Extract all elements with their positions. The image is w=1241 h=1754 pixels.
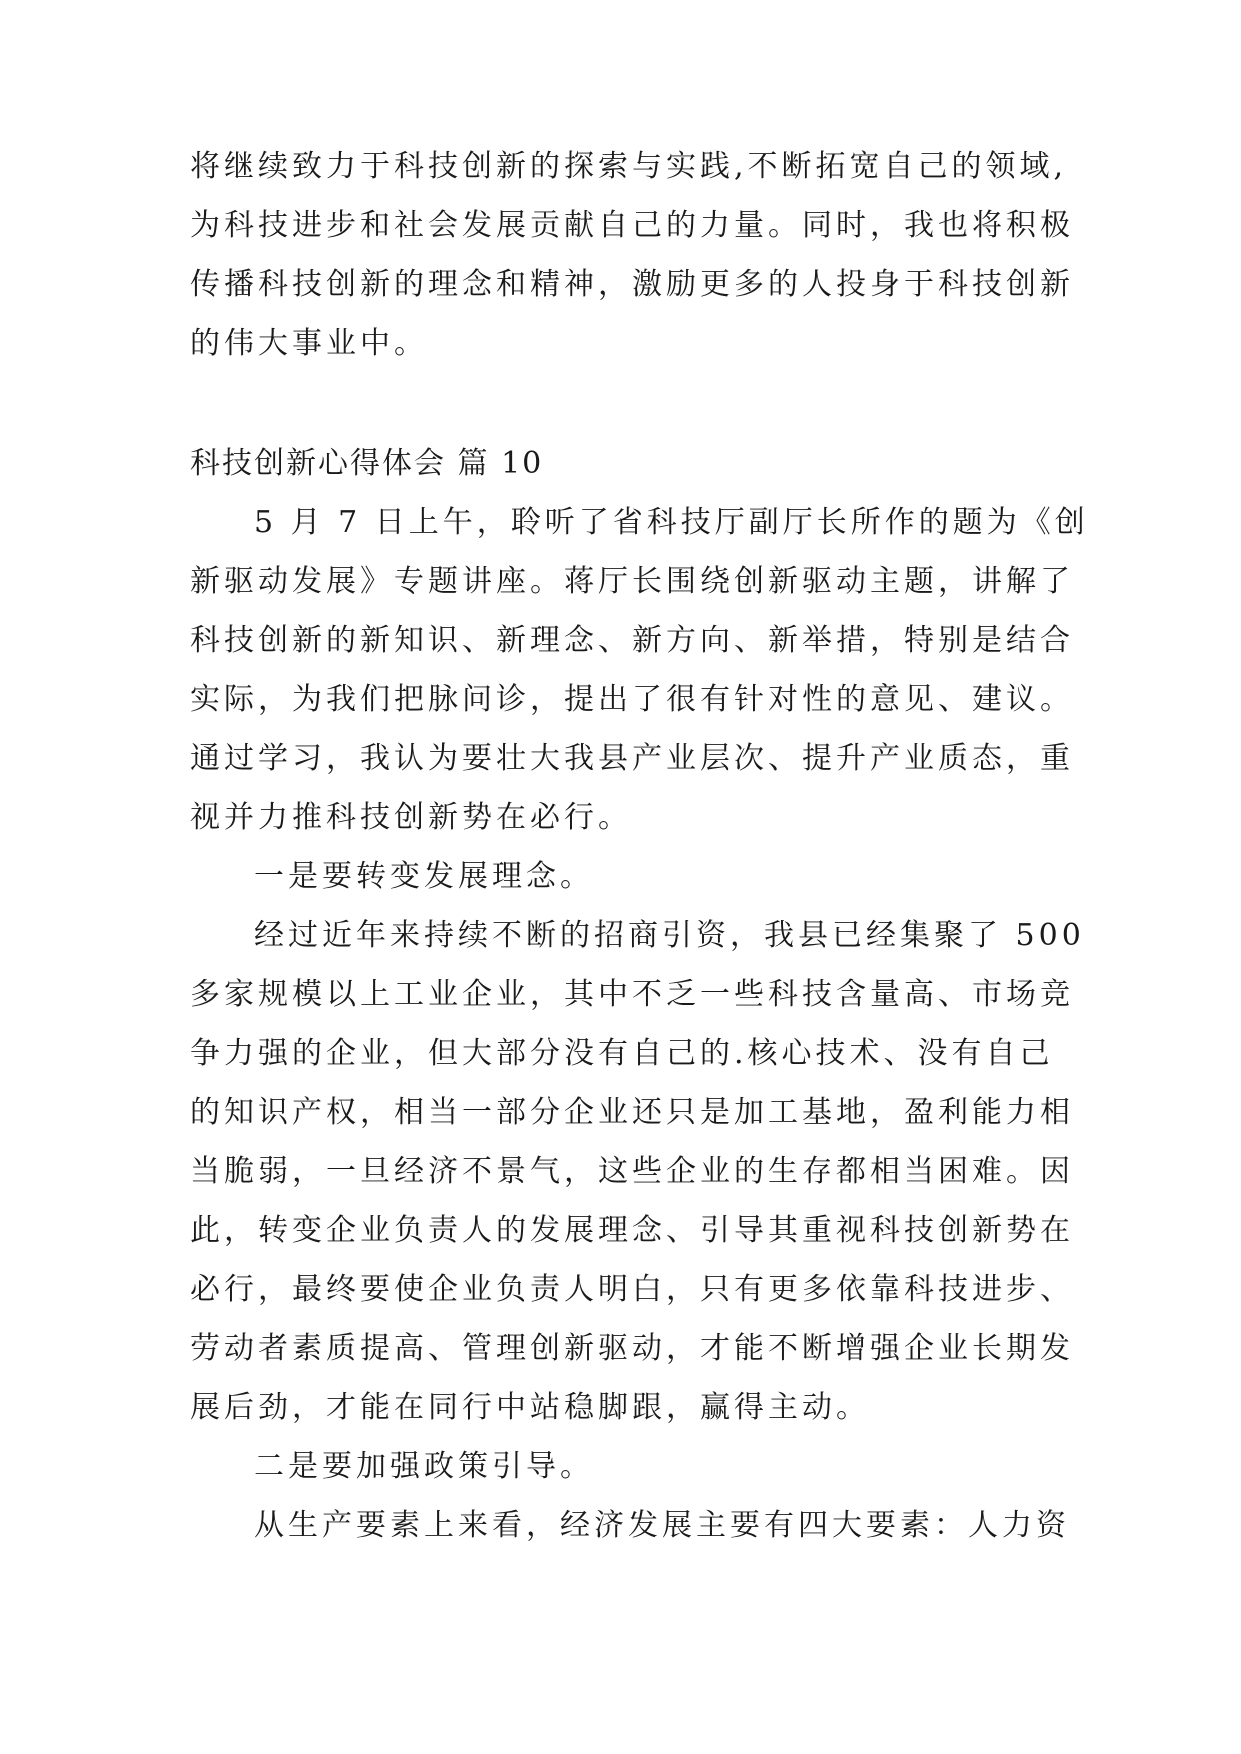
paragraph-line: 传播科技创新的理念和精神，激励更多的人投身于科技创新 xyxy=(190,267,1074,302)
paragraph-line: 经过近年来持续不断的招商引资，我县已经集聚了 500 xyxy=(254,918,1085,953)
paragraph-line: 此，转变企业负责人的发展理念、引导其重视科技创新势在 xyxy=(190,1213,1074,1248)
paragraph-line: 新驱动发展》专题讲座。蒋厅长围绕创新驱动主题，讲解了 xyxy=(190,564,1074,599)
paragraph-line: 为科技进步和社会发展贡献自己的力量。同时，我也将积极 xyxy=(190,208,1074,243)
paragraph-line: 展后劲，才能在同行中站稳脚跟，赢得主动。 xyxy=(190,1390,870,1425)
paragraph-line: 劳动者素质提高、管理创新驱动，才能不断增强企业长期发 xyxy=(190,1331,1074,1366)
paragraph-line: 通过学习，我认为要壮大我县产业层次、提升产业质态，重 xyxy=(190,741,1074,776)
point-heading: 一是要转变发展理念。 xyxy=(254,859,594,894)
paragraph-line: 必行，最终要使企业负责人明白，只有更多依靠科技进步、 xyxy=(190,1272,1074,1307)
paragraph-line: 视并力推科技创新势在必行。 xyxy=(190,800,632,835)
paragraph-line: 5 月 7 日上午，聆听了省科技厅副厅长所作的题为《创 xyxy=(254,505,1089,540)
paragraph-line: 争力强的企业，但大部分没有自己的.核心技术、没有自己 xyxy=(190,1036,1054,1071)
paragraph-line: 实际，为我们把脉问诊，提出了很有针对性的意见、建议。 xyxy=(190,682,1074,717)
paragraph-line: 的伟大事业中。 xyxy=(190,326,428,361)
paragraph-line: 将继续致力于科技创新的探索与实践,不断拓宽自己的领域, xyxy=(190,149,1068,184)
paragraph-line: 科技创新的新知识、新理念、新方向、新举措，特别是结合 xyxy=(190,623,1074,658)
section-heading: 科技创新心得体会 篇 10 xyxy=(190,446,544,481)
point-heading: 二是要加强政策引导。 xyxy=(254,1449,594,1484)
paragraph-line: 多家规模以上工业企业，其中不乏一些科技含量高、市场竞 xyxy=(190,977,1074,1012)
paragraph-line: 当脆弱，一旦经济不景气，这些企业的生存都相当困难。因 xyxy=(190,1154,1074,1189)
paragraph-line: 的知识产权，相当一部分企业还只是加工基地，盈利能力相 xyxy=(190,1095,1074,1130)
paragraph-line: 从生产要素上来看，经济发展主要有四大要素：人力资 xyxy=(254,1508,1070,1543)
